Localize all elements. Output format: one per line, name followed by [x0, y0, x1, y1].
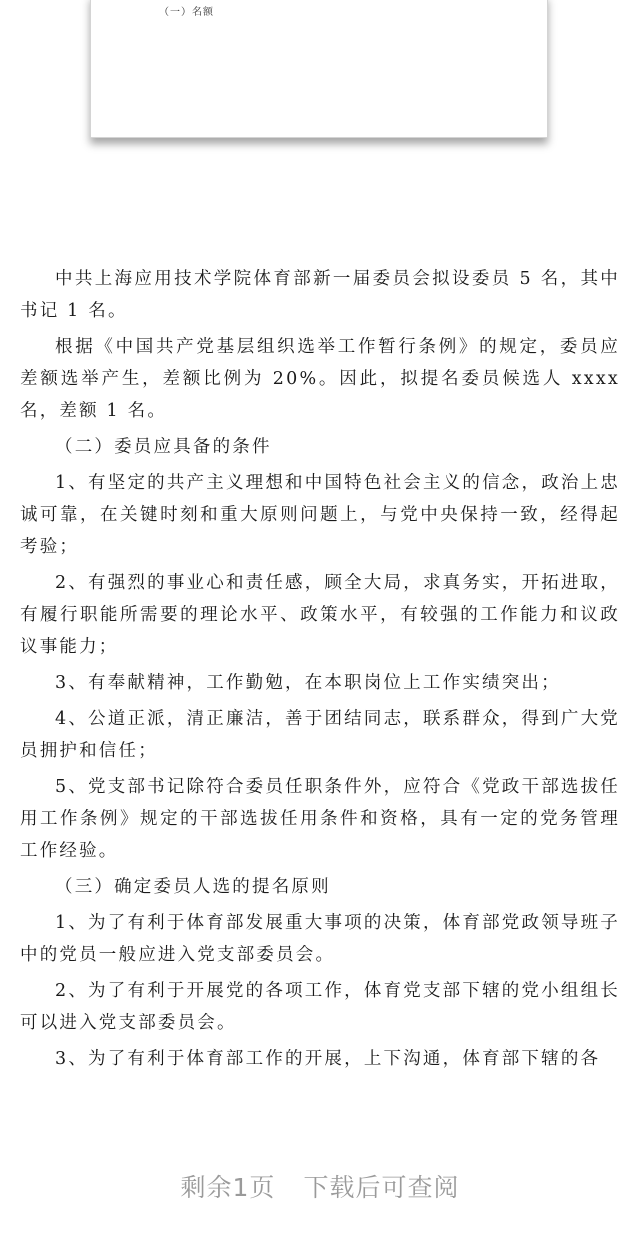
paragraph: 中共上海应用技术学院体育部新一届委员会拟设委员 5 名，其中书记 1 名。: [20, 269, 620, 321]
paragraph: 4、公道正派，清正廉洁，善于团结同志，联系群众，得到广大党员拥护和信任；: [20, 709, 620, 761]
section-heading: （二）委员应具备的条件: [55, 437, 272, 457]
document-preview-card: [90, 0, 548, 138]
document-body: [20, 263, 620, 1079]
section-heading: （三）确定委员人选的提名原则: [55, 877, 331, 897]
remaining-pages-label: 剩余1页: [180, 1173, 276, 1202]
paragraph: 3、有奉献精神，工作勤勉，在本职岗位上工作实绩突出；: [55, 673, 561, 693]
preview-section-label: （一）名额: [159, 7, 214, 18]
download-prompt[interactable]: [0, 1168, 640, 1204]
paragraph: 5、党支部书记除符合委员任职条件外，应符合《党政干部选拔任用工作条例》规定的干部选拔任用条件和资格，具有一定的党务管理工作经验。: [20, 777, 620, 861]
paragraph: 根据《中国共产党基层组织选举工作暂行条例》的规定，委员应差额选举产生，差额比例为 20%。因此，拟提名委员候选人 xxxx 名，差额 1 名。: [20, 337, 620, 421]
paragraph: 1、为了有利于体育部发展重大事项的决策，体育部党政领导班子中的党员一般应进入党支部委员会。: [20, 913, 620, 965]
paragraph: 2、为了有利于开展党的各项工作，体育党支部下辖的党小组组长可以进入党支部委员会。: [20, 981, 620, 1033]
download-to-view-label[interactable]: 下载后可查阅: [303, 1173, 460, 1202]
paragraph: 2、有强烈的事业心和责任感，顾全大局，求真务实，开拓进取，有履行职能所需要的理论水平、政策水平，有较强的工作能力和议政议事能力；: [20, 573, 620, 657]
paragraph: 1、有坚定的共产主义理想和中国特色社会主义的信念，政治上忠诚可靠，在关键时刻和重大原则问题上，与党中央保持一致，经得起考验；: [20, 473, 620, 557]
paragraph: 3、为了有利于体育部工作的开展，上下沟通，体育部下辖的各: [55, 1049, 601, 1069]
